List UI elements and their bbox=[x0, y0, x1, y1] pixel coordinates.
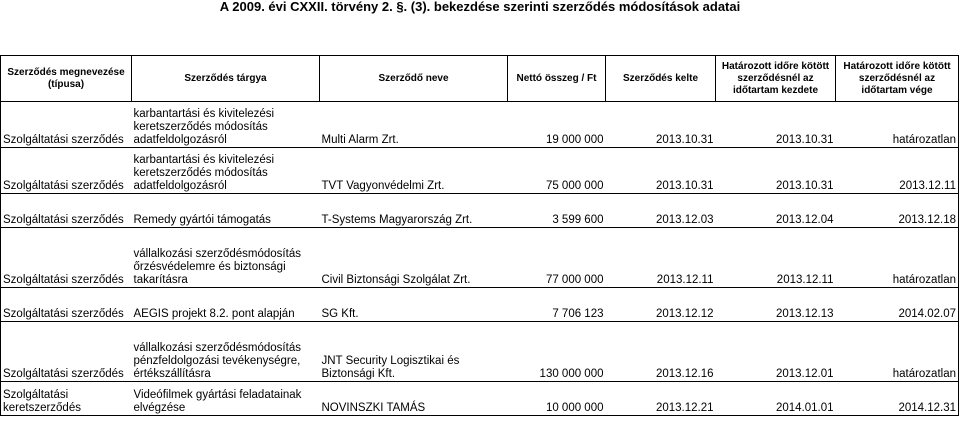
cell-targy: karbantartási és kivitelezési keretszerződés módosítás adatfeldolgozásról bbox=[133, 154, 275, 192]
cell-kezdete: 2013.12.11 bbox=[776, 274, 834, 286]
cell-megnevezes: Szolgáltatási szerződés bbox=[1, 148, 132, 194]
header-megnevezes: Szerződés megnevezése (típusa) bbox=[1, 56, 132, 102]
cell-kezdete: 2013.12.01 bbox=[775, 368, 834, 380]
cell-megnevezes: Szolgáltatási keretszerződés bbox=[1, 382, 132, 416]
cell-kelte: 2013.12.11 bbox=[656, 274, 714, 286]
cell-nev: SG Kft. bbox=[321, 308, 359, 320]
table-row bbox=[1, 322, 959, 382]
cell-kezdete: 2013.12.13 bbox=[775, 308, 834, 320]
cell-vege: 2014.02.07 bbox=[836, 288, 959, 322]
cell-kelte: 2013.12.21 bbox=[655, 402, 714, 414]
cell-nev: TVT Vagyonvédelmi Zrt. bbox=[321, 180, 445, 192]
cell-osszeg: 77 000 000 bbox=[545, 274, 604, 286]
cell-nev: JNT Security Logisztikai és Biztonsági Kft. bbox=[321, 355, 460, 380]
cell-targy: vállalkozási szerződésmódosítás pénzfeldolgozási tevékenységre, értékszállításra bbox=[133, 342, 301, 380]
cell-megnevezes: Szolgáltatási szerződés bbox=[1, 322, 132, 382]
header-kezdete: Határozott időre kötött szerződésnél az időtartam kezdete bbox=[716, 56, 836, 102]
cell-vege: 2013.12.18 bbox=[836, 194, 959, 228]
table-row bbox=[1, 382, 959, 416]
cell-targy: Remedy gyártói támogatás bbox=[133, 214, 271, 226]
cell-megnevezes: Szolgáltatási szerződés bbox=[1, 194, 132, 228]
cell-vege: határozatlan bbox=[836, 102, 959, 148]
table-row bbox=[1, 288, 959, 322]
cell-megnevezes: Szolgáltatási szerződés bbox=[1, 228, 132, 288]
cell-nev: Multi Alarm Zrt. bbox=[321, 134, 399, 146]
cell-kelte: 2013.12.12 bbox=[655, 308, 714, 320]
cell-targy: karbantartási és kivitelezési keretszerződés módosítás adatfeldolgozásról bbox=[133, 108, 275, 146]
cell-vege: 2013.12.11 bbox=[836, 148, 959, 194]
cell-nev: NOVINSZKI TAMÁS bbox=[321, 402, 426, 414]
cell-nev: Civil Biztonsági Szolgálat Zrt. bbox=[321, 274, 471, 286]
header-row bbox=[1, 56, 959, 102]
cell-kelte: 2013.12.03 bbox=[655, 214, 714, 226]
table-row bbox=[1, 148, 959, 194]
cell-kelte: 2013.12.16 bbox=[655, 368, 714, 380]
cell-vege: határozatlan bbox=[836, 228, 959, 288]
cell-osszeg: 3 599 600 bbox=[552, 214, 604, 226]
table-row bbox=[1, 228, 959, 288]
page-title: A 2009. évi CXXII. törvény 2. §. (3). bekezdése szerinti szerződés módosítások adatai bbox=[219, 0, 741, 14]
table-row bbox=[1, 102, 959, 148]
cell-kezdete: 2013.10.31 bbox=[775, 134, 834, 146]
cell-targy: vállalkozási szerződésmódosítás őrzésvédelemre és biztonsági takarításra bbox=[133, 248, 301, 286]
header-kelte: Szerződés kelte bbox=[606, 56, 716, 102]
header-targy: Szerződés tárgya bbox=[132, 56, 320, 102]
cell-megnevezes: Szolgáltatási szerződés bbox=[1, 102, 132, 148]
cell-kezdete: 2013.10.31 bbox=[775, 180, 834, 192]
cell-vege: határozatlan bbox=[836, 322, 959, 382]
cell-kezdete: 2013.12.04 bbox=[775, 214, 834, 226]
cell-osszeg: 75 000 000 bbox=[545, 180, 604, 192]
cell-kelte: 2013.10.31 bbox=[655, 134, 714, 146]
contract-table bbox=[0, 55, 959, 416]
cell-kezdete: 2014.01.01 bbox=[775, 402, 834, 414]
table-row bbox=[1, 194, 959, 228]
cell-osszeg: 7 706 123 bbox=[552, 308, 604, 320]
header-osszeg: Nettó összeg / Ft bbox=[508, 56, 606, 102]
header-vege: Határozott időre kötött szerződésnél az időtartam vége bbox=[836, 56, 959, 102]
cell-megnevezes: Szolgáltatási szerződés bbox=[1, 288, 132, 322]
cell-osszeg: 10 000 000 bbox=[545, 402, 604, 414]
cell-kelte: 2013.10.31 bbox=[655, 180, 714, 192]
cell-targy: Videófilmek gyártási feladatainak elvégzése bbox=[133, 389, 302, 414]
header-nev: Szerződő neve bbox=[320, 56, 508, 102]
cell-vege: 2014.12.31 bbox=[836, 382, 959, 416]
cell-osszeg: 19 000 000 bbox=[545, 134, 604, 146]
cell-nev: T-Systems Magyarország Zrt. bbox=[321, 214, 473, 226]
cell-osszeg: 130 000 000 bbox=[539, 368, 604, 380]
cell-targy: AEGIS projekt 8.2. pont alapján bbox=[133, 308, 295, 320]
